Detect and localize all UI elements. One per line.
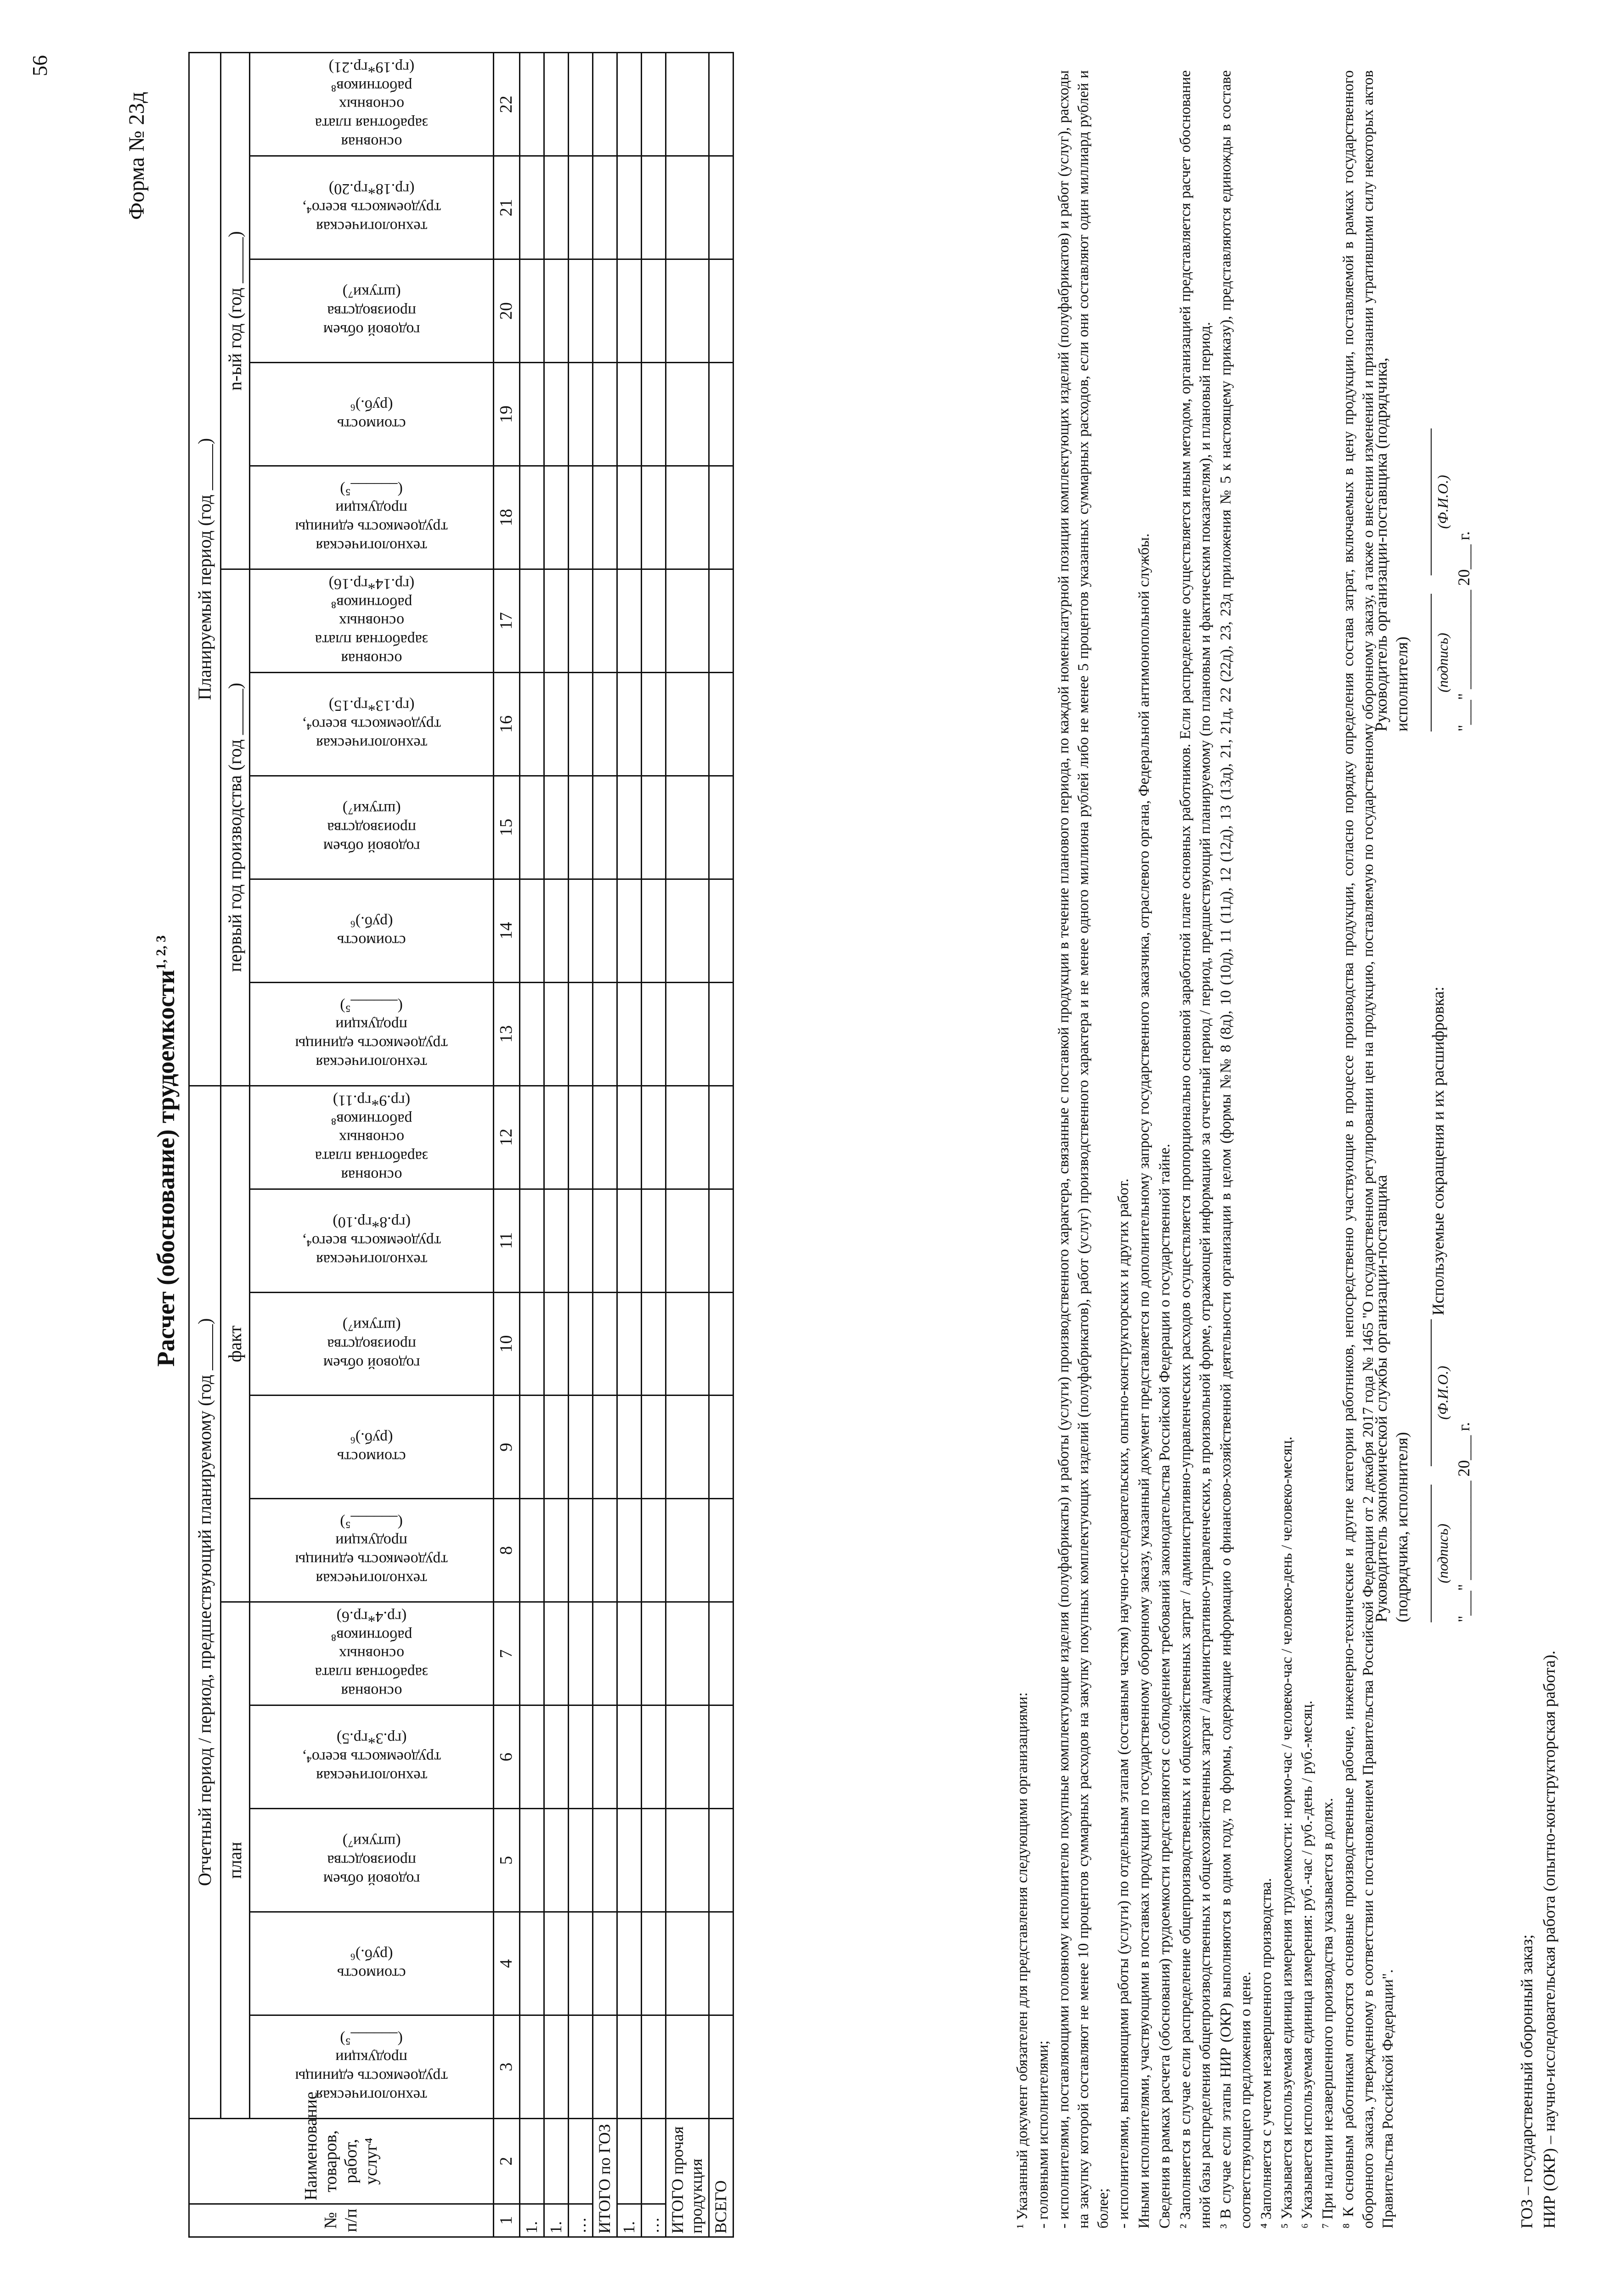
table-cell[interactable] <box>569 1499 593 1602</box>
col-header-15 <box>250 776 494 879</box>
table-cell[interactable] <box>520 569 544 672</box>
table-cell[interactable] <box>520 1189 544 1292</box>
table-cell[interactable] <box>617 2015 642 2119</box>
col-header-7 <box>250 1602 494 1705</box>
table-body <box>520 53 733 2237</box>
col-header-text: технологическая трудоемкость всего⁴, (гр.13*гр.15) <box>302 697 441 752</box>
table-cell[interactable] <box>520 982 544 1086</box>
table-cell[interactable] <box>593 1292 617 1396</box>
table-cell[interactable] <box>709 259 733 363</box>
col-header-text: стоимость (руб.)⁶ <box>337 397 406 433</box>
table-cell[interactable] <box>544 1189 569 1292</box>
footnote-item: ⁸ К основным работникам относятся основные производственные рабочие, инженерно-технические и другие категории работников, непосредственно участвующие в процессе производства продукции, согласно порядку определения состава затрат, включаемых в цену продукции, поставляемой в рамках государственного оборонного заказа, утвержденному в соответствии с постановлением Правительства Российской Федерации от 2 декабря 2017 года № 1465 "О государственном регулировании цен на продукцию, поставляемую по государственному оборонному заказу, а также о внесении изменений и признании утратившими силу некоторых актов Правительства Российской Федерации". <box>1340 70 1397 2228</box>
table-cell[interactable] <box>709 1086 733 1189</box>
table-cell[interactable] <box>666 1396 709 1499</box>
column-number-14: 14 <box>494 879 520 982</box>
table-cell[interactable] <box>709 53 733 156</box>
column-number-16: 16 <box>494 672 520 776</box>
table-cell[interactable] <box>617 1086 642 1189</box>
table-cell[interactable] <box>709 156 733 259</box>
table-cell[interactable] <box>593 1705 617 1809</box>
col-header-21 <box>250 156 494 259</box>
table-row <box>617 53 642 2237</box>
table-cell[interactable] <box>666 2015 709 2119</box>
period-planned-header: Планируемый период (год _____) <box>189 53 221 1086</box>
table-cell[interactable] <box>593 1602 617 1705</box>
table-cell[interactable] <box>617 1189 642 1292</box>
table-cell[interactable] <box>617 1292 642 1396</box>
footnote-item: Сведения в рамках расчета (обоснования) трудоемкости представляются с соблюдением требований законодательства Российской Федерации о государственной тайне. <box>1157 1143 1174 2228</box>
col-header-text: основная заработная плата основных работников⁸ (гр.4*гр.6) <box>315 1608 429 1700</box>
table-cell[interactable] <box>666 982 709 1086</box>
footnote-item: ¹ Указанный документ обязателен для представления следующими организациями: <box>1014 1692 1031 2228</box>
table-cell[interactable] <box>520 2119 544 2204</box>
table-cell[interactable] <box>593 982 617 1086</box>
table-cell[interactable] <box>642 259 666 363</box>
table-cell[interactable] <box>520 879 544 982</box>
column-number-5: 5 <box>494 1809 520 1912</box>
footnote-item: - головными исполнителями; <box>1034 2040 1051 2228</box>
col-header-22 <box>250 53 494 156</box>
col-header-13 <box>250 982 494 1086</box>
column-number-7: 7 <box>494 1602 520 1705</box>
column-number-10: 10 <box>494 1292 520 1396</box>
document-title <box>152 0 180 2296</box>
col-name-header: Наименование товаров, работ, услуг⁴ <box>189 2119 494 2204</box>
table-cell[interactable] <box>544 569 569 672</box>
table-cell[interactable] <box>642 569 666 672</box>
abbreviations-list <box>1516 1650 1560 2228</box>
table-cell[interactable] <box>569 466 593 569</box>
table-cell[interactable] <box>666 569 709 672</box>
table-cell[interactable] <box>642 1086 666 1189</box>
table-cell[interactable] <box>642 879 666 982</box>
table-cell[interactable] <box>666 1292 709 1396</box>
table-cell[interactable] <box>544 2015 569 2119</box>
footnote-item: ⁶ Указывается используемая единица измерения: руб.-час / руб.-день / руб.-месяц. <box>1299 1700 1316 2228</box>
table-cell[interactable] <box>642 1499 666 1602</box>
table-cell[interactable] <box>544 1912 569 2015</box>
col-header-18 <box>250 466 494 569</box>
col-header-12 <box>250 1086 494 1189</box>
table-cell[interactable] <box>642 156 666 259</box>
signature-director-sign: (подпись) <box>1431 594 1452 732</box>
table-cell[interactable] <box>642 363 666 466</box>
table-cell[interactable] <box>569 569 593 672</box>
table-cell[interactable] <box>593 776 617 879</box>
footnote-item: ³ В случае если этапы НИР (ОКР) выполняются в одном году, то формы, содержащие информацию о финансово-хозяйственной деятельности организации в целом (формы №№ 8 (8д), 10 (10д), 11 (11д), 12 (12д), 13 (13д), 21, 21д, 22 (22д), 23, 23д приложения № 5 к настоящему приказу), представляются единожды в составе соответствующего предложения о цене. <box>1217 70 1254 2228</box>
table-cell[interactable] <box>569 2119 593 2204</box>
table-cell[interactable] <box>642 1602 666 1705</box>
table-cell[interactable] <box>569 1705 593 1809</box>
table-cell[interactable] <box>544 1809 569 1912</box>
table-cell[interactable] <box>520 53 544 156</box>
col-header-text: годовой объем производства (штуки⁷) <box>323 1833 420 1888</box>
table-cell[interactable] <box>520 1499 544 1602</box>
table-cell[interactable] <box>544 982 569 1086</box>
table-cell[interactable] <box>520 1912 544 2015</box>
table-cell[interactable] <box>569 1912 593 2015</box>
signature-director-label: Руководитель организации-поставщика (подрядчика, исполнителя) <box>1372 357 1411 732</box>
table-cell[interactable] <box>666 1086 709 1189</box>
row-label: 1. <box>617 2204 642 2237</box>
table-cell[interactable] <box>617 569 642 672</box>
table-cell[interactable] <box>569 1396 593 1499</box>
table-cell[interactable] <box>666 1809 709 1912</box>
col-header-text: годовой объем производства (штуки⁷) <box>323 1317 420 1372</box>
table-cell[interactable] <box>520 259 544 363</box>
table-cell[interactable] <box>569 776 593 879</box>
column-number-8: 8 <box>494 1499 520 1602</box>
table-row <box>593 53 617 2237</box>
abbreviation-item: НИР (ОКР) – научно-исследовательская работа (опытно-конструкторская работа). <box>1540 1650 1558 2228</box>
col-header-4 <box>250 1912 494 2015</box>
abbreviations-heading: Используемые сокращения и их расшифровка: <box>1429 986 1447 1316</box>
table-cell[interactable] <box>666 776 709 879</box>
table-cell[interactable] <box>569 53 593 156</box>
table-cell[interactable] <box>617 259 642 363</box>
column-headers-row <box>250 53 494 2237</box>
table-cell[interactable] <box>593 1396 617 1499</box>
footnote-item: - исполнителями, выполняющими работы (услуги) по отдельным этапам (составным частям) научно-исследовательских, опытно-конструкторских и других работ. <box>1115 1178 1132 2228</box>
table-cell[interactable] <box>666 1912 709 2015</box>
table-row <box>666 53 709 2237</box>
column-number-9: 9 <box>494 1396 520 1499</box>
footnote-item: - исполнителями, поставляющими головному исполнителю покупные комплектующие изделия (полуфабрикаты) и работы (услуги) производственного характера, связанные с поставкой продукции в течение планового периода, по каждой номенклатурной позиции комплектующих изделий (полуфабрикатов) и работ (услуг), расходы на закупку которой составляют не менее 10 процентов суммарных расходов на закупку покупных комплектующих изделий (полуфабрикатов), работ (услуг) производственного характера и не менее одного миллиона рублей либо не менее 5 процентов указанных суммарных расходов, если они составляют один миллиард рублей и более; <box>1055 70 1111 2228</box>
table-cell[interactable] <box>617 466 642 569</box>
table-cell[interactable] <box>569 879 593 982</box>
table-row <box>569 53 593 2237</box>
table-cell[interactable] <box>569 672 593 776</box>
col-header-5 <box>250 1809 494 1912</box>
table-cell[interactable] <box>709 672 733 776</box>
table-cell[interactable] <box>709 776 733 879</box>
table-cell[interactable] <box>520 776 544 879</box>
table-cell[interactable] <box>709 1705 733 1809</box>
col-header-text: технологическая трудоемкость всего⁴, (гр.8*гр.10) <box>302 1214 441 1268</box>
table-cell[interactable] <box>642 1912 666 2015</box>
col-header-text: годовой объем производства (штуки⁷) <box>323 284 420 339</box>
table-cell[interactable] <box>709 569 733 672</box>
table-cell[interactable] <box>520 1809 544 1912</box>
col-header-19 <box>250 363 494 466</box>
table-cell[interactable] <box>642 1809 666 1912</box>
column-number-13: 13 <box>494 982 520 1086</box>
table-cell[interactable] <box>709 466 733 569</box>
column-number-21: 21 <box>494 156 520 259</box>
table-cell[interactable] <box>709 1809 733 1912</box>
table-cell[interactable] <box>666 363 709 466</box>
table-cell[interactable] <box>520 2015 544 2119</box>
table-cell[interactable] <box>617 156 642 259</box>
table-cell[interactable] <box>642 466 666 569</box>
table-cell[interactable] <box>666 1705 709 1809</box>
table-cell[interactable] <box>544 672 569 776</box>
sub-first-year-header: первый год производства (год _____) <box>221 569 250 1086</box>
table-row <box>642 53 666 2237</box>
table-cell[interactable] <box>569 1602 593 1705</box>
signature-director-fio: (Ф.И.О.) <box>1431 428 1452 575</box>
column-number-1: 1 <box>494 2204 520 2237</box>
table-cell[interactable] <box>544 363 569 466</box>
signature-economist-sign: (подпись) <box>1431 1485 1452 1622</box>
col-header-text: технологическая трудоемкость единицы продукции (______⁵) <box>295 997 448 1071</box>
table-cell[interactable] <box>617 1705 642 1809</box>
table-cell[interactable] <box>593 2015 617 2119</box>
table-cell[interactable] <box>709 1499 733 1602</box>
table-cell[interactable] <box>569 2015 593 2119</box>
col-header-6 <box>250 1705 494 1809</box>
col-header-text: стоимость (руб.)⁶ <box>337 1429 406 1466</box>
table-cell[interactable] <box>569 1189 593 1292</box>
table-cell[interactable] <box>709 879 733 982</box>
table-cell[interactable] <box>544 1602 569 1705</box>
signature-economist-label: Руководитель экономической службы организации-поставщика (подрядчика, исполнителя) <box>1372 1175 1411 1622</box>
sub-plan-header: план <box>221 1602 250 2119</box>
column-number-19: 19 <box>494 363 520 466</box>
footnote-item: ⁷ При наличии незавершенного производства указывается в долях. <box>1320 1798 1337 2228</box>
table-cell[interactable] <box>569 259 593 363</box>
labor-intensity-table <box>188 52 734 2238</box>
table-cell[interactable] <box>709 1602 733 1705</box>
table-cell[interactable] <box>617 363 642 466</box>
col-header-17 <box>250 569 494 672</box>
form-number: Форма № 23д <box>124 92 149 220</box>
column-number-12: 12 <box>494 1086 520 1189</box>
table-cell[interactable] <box>544 259 569 363</box>
table-cell[interactable] <box>666 672 709 776</box>
row-label: … <box>642 2204 666 2237</box>
table-cell[interactable] <box>593 1086 617 1189</box>
col-header-8 <box>250 1499 494 1602</box>
page-number: 56 <box>28 55 51 76</box>
table-row <box>520 53 544 2237</box>
col-header-11 <box>250 1189 494 1292</box>
col-header-text: стоимость (руб.)⁶ <box>337 1946 406 1982</box>
table-cell[interactable] <box>642 1292 666 1396</box>
table-cell[interactable] <box>642 2015 666 2119</box>
table-cell[interactable] <box>666 1189 709 1292</box>
col-header-text: технологическая трудоемкость единицы продукции (______⁵) <box>295 481 448 555</box>
table-cell[interactable] <box>544 1292 569 1396</box>
table-cell[interactable] <box>709 1189 733 1292</box>
table-cell[interactable] <box>544 1499 569 1602</box>
col-no-header: № п/п <box>189 2204 494 2237</box>
table-row <box>709 53 733 2237</box>
table-cell[interactable] <box>520 672 544 776</box>
footnotes <box>1013 70 1399 2228</box>
column-numbers-row <box>494 53 520 2237</box>
footnote-item: ² Заполняется в случае если распределение общепроизводственных и общехозяйственных затрат / административно-управленческих расходов осуществляется пропорционально основной заработной плате основных работников. Если распределение осуществляется иным методом, организацией представляется расчет обоснование иной базы распределения общепроизводственных и общехозяйственных затрат / административно-управленческих, в произвольной форме, отражающей информацию за отчетный период / период, предшествующий планируемому (по плановым и фактическим показателям), и плановый период. <box>1177 70 1214 2228</box>
row-label: ИТОГО прочая продукция <box>666 2119 709 2237</box>
table-cell[interactable] <box>617 1912 642 2015</box>
row-label: 1. <box>544 2204 569 2237</box>
table-cell[interactable] <box>617 776 642 879</box>
table-cell[interactable] <box>617 2119 642 2204</box>
table-cell[interactable] <box>709 1912 733 2015</box>
col-header-text: годовой объем производства (штуки⁷) <box>323 800 420 855</box>
row-label: 1. <box>520 2204 544 2237</box>
table-cell[interactable] <box>569 982 593 1086</box>
table-cell[interactable] <box>544 1086 569 1189</box>
table-cell[interactable] <box>666 1602 709 1705</box>
table-cell[interactable] <box>666 156 709 259</box>
table-cell[interactable] <box>593 569 617 672</box>
column-number-4: 4 <box>494 1912 520 2015</box>
table-cell[interactable] <box>617 982 642 1086</box>
table-cell[interactable] <box>617 1602 642 1705</box>
column-number-15: 15 <box>494 776 520 879</box>
table-cell[interactable] <box>666 1499 709 1602</box>
table-cell[interactable] <box>617 1499 642 1602</box>
col-header-text: технологическая трудоемкость всего⁴, (гр.18*гр.20) <box>302 180 441 236</box>
table-cell[interactable] <box>642 982 666 1086</box>
table-cell[interactable] <box>593 53 617 156</box>
column-number-2: 2 <box>494 2119 520 2204</box>
table-cell[interactable] <box>544 879 569 982</box>
table-cell[interactable] <box>544 53 569 156</box>
table-cell[interactable] <box>593 1499 617 1602</box>
column-number-22: 22 <box>494 53 520 156</box>
col-header-20 <box>250 259 494 363</box>
col-header-text: стоимость (руб.)⁶ <box>337 913 406 949</box>
col-header-text: основная заработная плата основных работников⁸ (гр.19*гр.21) <box>315 58 429 151</box>
table-cell[interactable] <box>544 1705 569 1809</box>
col-header-10 <box>250 1292 494 1396</box>
table-cell[interactable] <box>520 1602 544 1705</box>
col-header-text: технологическая трудоемкость всего⁴, (гр.3*гр.5) <box>302 1730 441 1785</box>
sub-nth-year-header: n-ый год (год _____) <box>221 53 250 569</box>
table-cell[interactable] <box>666 259 709 363</box>
table-cell[interactable] <box>709 1396 733 1499</box>
col-header-text: технологическая трудоемкость единицы продукции (______⁵) <box>295 2031 448 2104</box>
table-cell[interactable] <box>520 1396 544 1499</box>
table-cell[interactable] <box>617 672 642 776</box>
column-number-18: 18 <box>494 466 520 569</box>
row-label: ИТОГО по ГОЗ <box>593 2119 617 2237</box>
table-cell[interactable] <box>520 156 544 259</box>
row-label: ВСЕГО <box>709 2119 733 2237</box>
table-cell[interactable] <box>709 363 733 466</box>
table-cell[interactable] <box>520 363 544 466</box>
table-cell[interactable] <box>642 1396 666 1499</box>
table-cell[interactable] <box>593 259 617 363</box>
col-header-9 <box>250 1396 494 1499</box>
table-cell[interactable] <box>569 1292 593 1396</box>
table-cell[interactable] <box>666 53 709 156</box>
table-cell[interactable] <box>642 1189 666 1292</box>
table-cell[interactable] <box>544 2119 569 2204</box>
signature-economist-date: "___" ____________ 20___ г. <box>1455 1422 1473 1622</box>
col-header-3 <box>250 2015 494 2119</box>
table-cell[interactable] <box>666 466 709 569</box>
table-cell[interactable] <box>709 982 733 1086</box>
row-label: … <box>569 2204 593 2237</box>
table-cell[interactable] <box>642 2119 666 2204</box>
table-cell[interactable] <box>593 672 617 776</box>
signature-economist-fio: (Ф.И.О.) <box>1431 1319 1452 1466</box>
table-cell[interactable] <box>520 466 544 569</box>
col-header-14 <box>250 879 494 982</box>
table-cell[interactable] <box>569 363 593 466</box>
table-cell[interactable] <box>520 1705 544 1809</box>
title-text: Расчет (обоснование) трудоемкости <box>152 969 180 1367</box>
table-cell[interactable] <box>593 1912 617 2015</box>
table-cell[interactable] <box>709 2015 733 2119</box>
table-cell[interactable] <box>617 1809 642 1912</box>
signature-director-date: "___" ____________ 20___ г. <box>1455 531 1473 732</box>
title-footnote-refs: 1, 2, 3 <box>153 935 169 970</box>
table-cell[interactable] <box>569 156 593 259</box>
table-cell[interactable] <box>642 776 666 879</box>
column-number-20: 20 <box>494 259 520 363</box>
table-cell[interactable] <box>709 1292 733 1396</box>
table-cell[interactable] <box>617 879 642 982</box>
table-cell[interactable] <box>593 363 617 466</box>
table-cell[interactable] <box>544 776 569 879</box>
col-header-16 <box>250 672 494 776</box>
table-cell[interactable] <box>544 1396 569 1499</box>
table-cell[interactable] <box>520 1086 544 1189</box>
table-cell[interactable] <box>593 1189 617 1292</box>
period-report-header: Отчетный период / период, предшествующий планируемому (год _____) <box>189 1086 221 2118</box>
table-cell[interactable] <box>617 53 642 156</box>
column-number-3: 3 <box>494 2015 520 2119</box>
abbreviation-item: ГОЗ – государственный оборонный заказ; <box>1518 1934 1536 2228</box>
col-header-text: технологическая трудоемкость единицы продукции (______⁵) <box>295 1514 448 1587</box>
table-cell[interactable] <box>617 1396 642 1499</box>
col-header-text: основная заработная плата основных работников⁸ (гр.9*гр.11) <box>315 1092 429 1184</box>
sub-fact-header: факт <box>221 1086 250 1602</box>
column-number-17: 17 <box>494 569 520 672</box>
table-cell[interactable] <box>642 672 666 776</box>
table-cell[interactable] <box>544 466 569 569</box>
table-cell[interactable] <box>520 1292 544 1396</box>
column-number-11: 11 <box>494 1189 520 1292</box>
table-cell[interactable] <box>642 1705 666 1809</box>
table-cell[interactable] <box>593 156 617 259</box>
table-cell[interactable] <box>666 879 709 982</box>
table-cell[interactable] <box>544 156 569 259</box>
footnote-item: Иными исполнителями, участвующими в поставках продукции по государственному оборонному заказу, указанный документ представляется по дополнительному запросу государственного заказчика, отраслевого органа, Федеральной антимонопольной службы. <box>1136 533 1153 2228</box>
footnote-item: ⁴ Заполняется с учетом незавершенного производства. <box>1258 1878 1275 2228</box>
table-cell[interactable] <box>642 53 666 156</box>
column-number-6: 6 <box>494 1705 520 1809</box>
table-cell[interactable] <box>593 1809 617 1912</box>
table-row <box>544 53 569 2237</box>
table-cell[interactable] <box>593 466 617 569</box>
table-cell[interactable] <box>593 879 617 982</box>
table-cell[interactable] <box>569 1809 593 1912</box>
table-cell[interactable] <box>569 1086 593 1189</box>
col-header-text: основная заработная плата основных работников⁸ (гр.14*гр.16) <box>315 575 429 667</box>
footnote-item: ⁵ Указывается используемая единица измерения трудоемкости: нормо-час / человеко-час / человеко-день / человеко-месяц. <box>1278 1436 1295 2228</box>
